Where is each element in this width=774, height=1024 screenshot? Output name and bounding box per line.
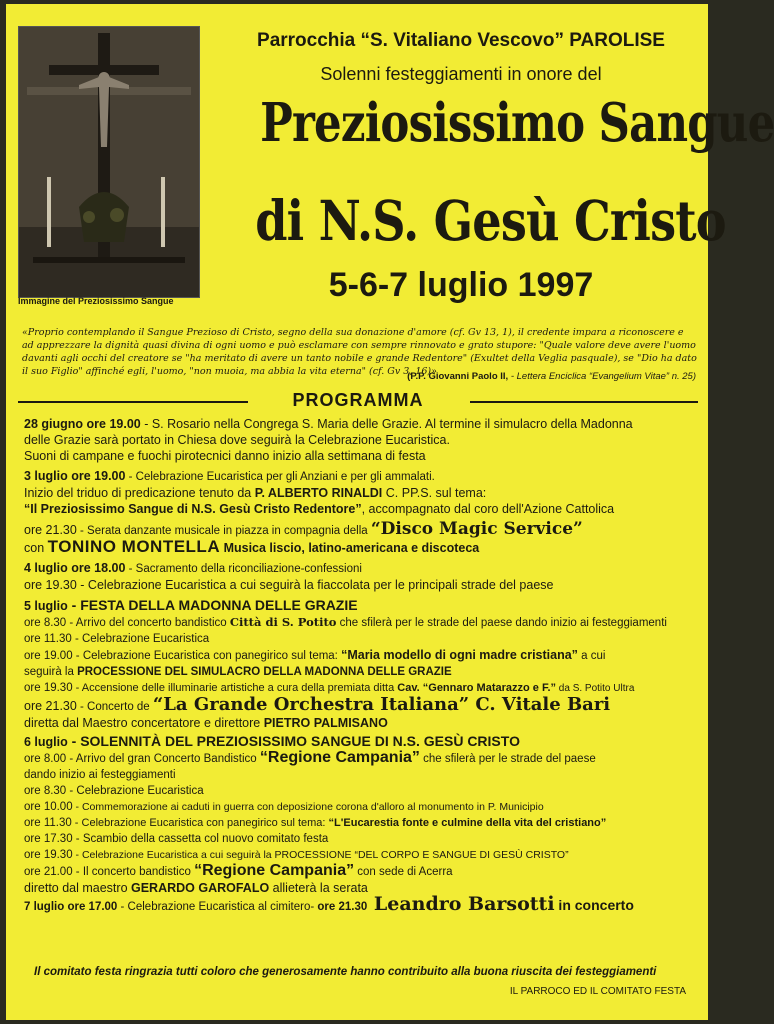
program-line: ore 10.00 - Commemorazione ai caduti in guerra con deposizione corona d'alloro al monumento in P. Municipio [24, 801, 544, 813]
program-line: 3 luglio ore 19.00 - Celebrazione Eucaristica per gli Anziani e per gli ammalati. [24, 469, 435, 483]
programma-heading [18, 390, 698, 412]
signature: IL PARROCO ED IL COMITATO FESTA [509, 986, 686, 997]
program-line: delle Grazie sarà portato in Chiesa dove seguirà la Celebrazione Eucaristica. [24, 433, 450, 447]
thanks-note: Il comitato festa ringrazia tutti coloro che generosamente hanno contribuito alla buona riuscita dei festeggiamenti [34, 966, 657, 978]
program-line: ore 11.30 - Celebrazione Eucaristica con panegirico sul tema: “L'Eucarestia fonte e culmine della vita del cristiano” [24, 817, 607, 829]
image-caption: Immagine del Preziosissimo Sangue [18, 296, 174, 306]
program-list [24, 416, 704, 915]
program-line: ore 8.30 - Celebrazione Eucaristica [24, 785, 204, 797]
program-line: 6 luglio - SOLENNITÀ DEL PREZIOSISSIMO SANGUE DI N.S. GESÙ CRISTO [24, 733, 520, 749]
program-line: ore 8.00 - Arrivo del gran Concerto Bandistico “Regione Campania” che sfilerà per le strade del paese [24, 749, 596, 766]
title-line-2: di N.S. Gesù Cristo [255, 188, 726, 253]
program-line: dando inizio ai festeggiamenti [24, 769, 176, 781]
programma-title: PROGRAMMA [292, 390, 424, 410]
program-line: ore 19.30 - Celebrazione Eucaristica a cui seguirà la PROCESSIONE “DEL CORPO E SANGUE DI GESÙ CRISTO” [24, 849, 569, 861]
parish-name: Parrocchia “S. Vitaliano Vescovo” PAROLISE [257, 30, 665, 51]
program-line: ore 17.30 - Scambio della cassetta col nuovo comitato festa [24, 833, 329, 845]
program-line: ore 19.00 - Celebrazione Eucaristica con panegirico sul tema: “Maria modello di ogni madre cristiana” a cui [24, 648, 606, 662]
crucifix-image [18, 26, 200, 298]
encyclical-quote: «Proprio contemplando il Sangue Prezioso di Cristo, segno della sua donazione d'amore (cf. Gv 13, 1), il credente impara a riconoscere e ad apprezzare la dignità quasi divina di ogni uomo e può esclamare con sempre rinnovato e grato stupore: "Quale valore deve avere l'uomo davanti agli occhi del creatore se "ha meritato di avere un tanto nobile e grande Redentore" (Exultet della Veglia pasquale), se "Dio ha dato il suo Figlio" affinché egli, l'uomo, "non muoia, ma abbia la vita eterna" (cf. Gv 3, 16)» [22, 327, 697, 377]
title-line-1: Preziosissimo Sangue [260, 92, 774, 154]
festival-poster [6, 4, 774, 1020]
program-line: 5 luglio - FESTA DELLA MADONNA DELLE GRAZIE [24, 597, 358, 613]
quote-source [407, 371, 696, 382]
program-line: Suoni di campane e fuochi pirotecnici danno inizio alla settimana di festa [24, 449, 426, 463]
crucifix-icon [19, 27, 199, 297]
program-line: ore 19.30 - Accensione delle illuminarie artistiche a cura della premiata ditta Cav. “Gennaro Matarazzo e F.” da S. Potito Ultra [24, 682, 635, 694]
quote-reference: - Lettera Enciclica “Evangelium Vitae” n. 25) [510, 371, 696, 382]
program-line: diretta dal Maestro concertatore e direttore PIETRO PALMISANO [24, 716, 388, 730]
program-line: ore 21.30 - Concerto de “La Grande Orchestra Italiana” C. Vitale Bari [24, 694, 611, 715]
program-line: ore 21.30 - Serata danzante musicale in piazza in compagnia della “Disco Magic Service” [24, 519, 583, 539]
program-line: con TONINO MONTELLA Musica liscio, latino-americana e discoteca [24, 537, 480, 556]
subtitle: Solenni festeggiamenti in onore del [320, 64, 602, 84]
program-line: Inizio del triduo di predicazione tenuto da P. ALBERTO RINALDI C. PP.S. sul tema: [24, 486, 487, 500]
program-line: ore 21.00 - Il concerto bandistico “Regione Campania” con sede di Acerra [24, 862, 453, 879]
program-line: “Il Preziosissimo Sangue di N.S. Gesù Cristo Redentore”, accompagnato dal coro dell'Azione Cattolica [24, 502, 615, 516]
program-line: 7 luglio ore 17.00 - Celebrazione Eucaristica al cimitero- ore 21.30 Leandro Barsotti in concerto [24, 893, 634, 915]
festival-dates: 5-6-7 luglio 1997 [328, 266, 594, 304]
program-line: 4 luglio ore 18.00 - Sacramento della riconciliazione-confessioni [24, 561, 362, 575]
program-line: ore 19.30 - Celebrazione Eucaristica a cui seguirà la fiaccolata per le principali strade del paese [24, 578, 554, 592]
program-line: ore 11.30 - Celebrazione Eucaristica [24, 633, 210, 645]
quote-author: (P.P. Giovanni Paolo II, [407, 371, 509, 382]
program-line: diretto dal maestro GERARDO GAROFALO allieterà la serata [24, 881, 368, 895]
program-line: 28 giugno ore 19.00 - S. Rosario nella Congrega S. Maria delle Grazie. Al termine il simulacro della Madonna [24, 417, 633, 431]
program-line: seguirà la PROCESSIONE DEL SIMULACRO DELLA MADONNA DELLE GRAZIE [24, 666, 452, 678]
program-line: ore 8.30 - Arrivo del concerto bandistico Città di S. Potito che sfilerà per le strade del paese dando inizio ai festeggiamenti [24, 615, 667, 629]
